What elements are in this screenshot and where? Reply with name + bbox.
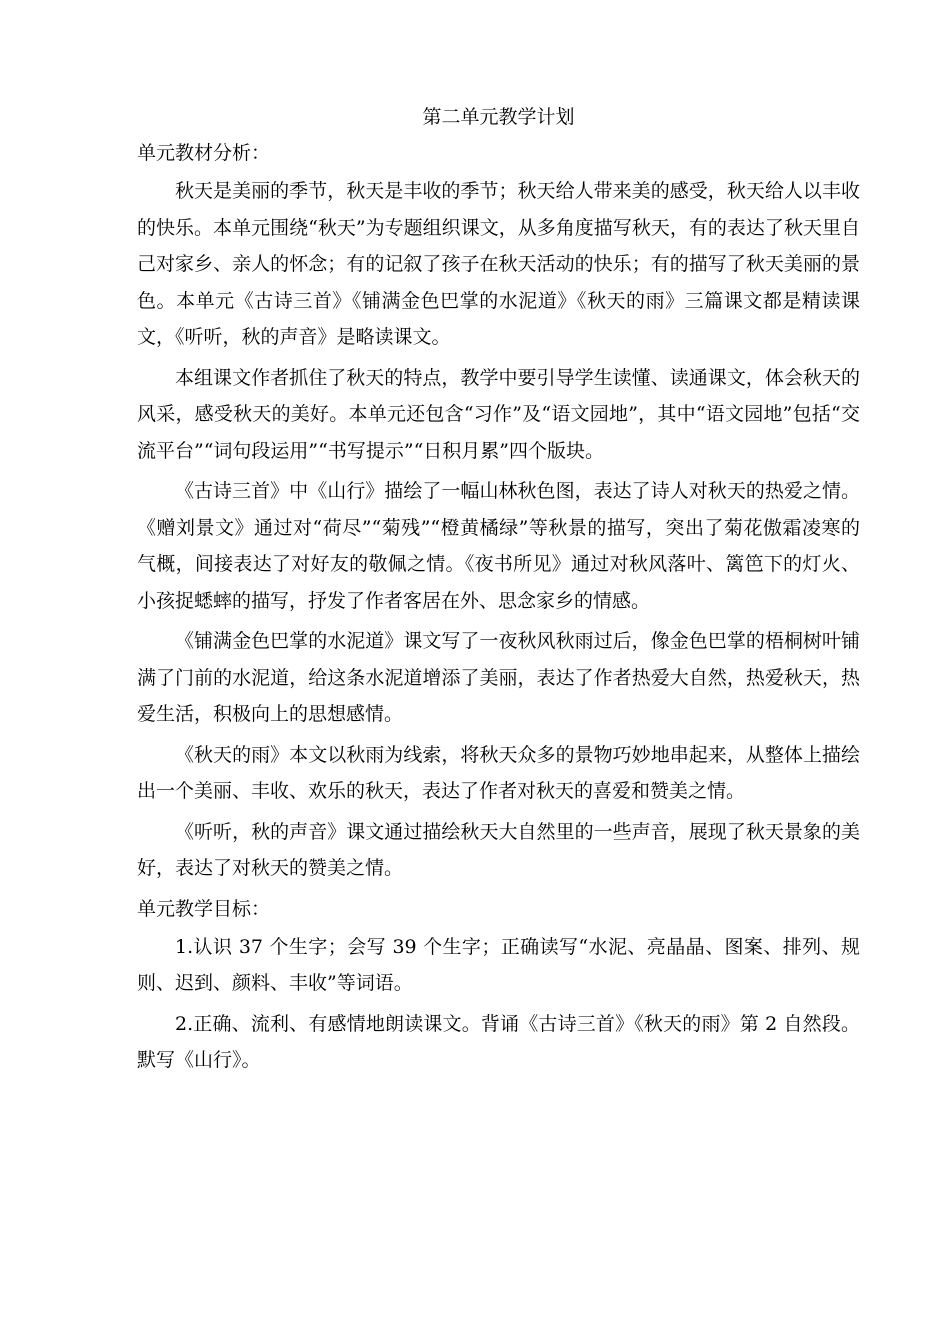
objective-item: 1.认识 37 个生字；会写 39 个生字；正确读写“水泥、亮晶晶、图案、排列、规则、迟到、颜料、丰收”等词语。	[137, 935, 860, 994]
document-title: 第二单元教学计划	[422, 106, 575, 128]
paragraph: 《听听，秋的声音》课文通过描绘秋天大自然里的一些声音，展现了秋天景象的美好，表达了对秋天的赞美之情。	[137, 820, 860, 879]
document-page	[137, 101, 860, 1083]
section-heading-objectives: 单元教学目标：	[137, 897, 271, 920]
objective-item: 2.正确、流利、有感情地朗读课文。背诵《古诗三首》《秋天的雨》第 2 自然段。默写《山行》。	[137, 1012, 860, 1071]
section-heading-analysis: 单元教材分析：	[137, 142, 271, 164]
paragraph: 《铺满金色巴掌的水泥道》课文写了一夜秋风秋雨过后，像金色巴掌的梧桐树叶铺满了门前的水泥道，给这条水泥道增添了美丽，表达了作者热爱大自然，热爱秋天，热爱生活，积极向上的思想感情。	[137, 630, 860, 725]
paragraph: 本组课文作者抓住了秋天的特点，教学中要引导学生读懂、读通课文，体会秋天的风采，感受秋天的美好。本单元还包含“习作”及“语文园地”，其中“语文园地”包括“交流平台”“词句段运用”“书写提示”“日积月累”四个版块。	[137, 366, 860, 462]
paragraph: 秋天是美丽的季节，秋天是丰收的季节；秋天给人带来美的感受，秋天给人以丰收的快乐。本单元围绕“秋天”为专题组织课文，从多角度描写秋天，有的表达了秋天里自己对家乡、亲人的怀念；有的记叙了孩子在秋天活动的快乐；有的描写了秋天美丽的景色。本单元《古诗三首》《铺满金色巴掌的水泥道》《秋天的雨》三篇课文都是精读课文，《听听，秋的声音》是略读课文。	[137, 180, 860, 348]
paragraph: 《古诗三首》中《山行》描绘了一幅山林秋色图，表达了诗人对秋天的热爱之情。《赠刘景文》通过对“荷尽”“菊残”“橙黄橘绿”等秋景的描写，突出了菊花傲霜凌寒的气概，间接表达了对好友的敬佩之情。《夜书所见》通过对秋风落叶、篱笆下的灯火、小孩捉蟋蟀的描写，抒发了作者客居在外、思念家乡的情感。	[137, 480, 860, 612]
paragraph: 《秋天的雨》本文以秋雨为线索，将秋天众多的景物巧妙地串起来，从整体上描绘出一个美丽、丰收、欢乐的秋天，表达了作者对秋天的喜爱和赞美之情。	[137, 743, 860, 802]
